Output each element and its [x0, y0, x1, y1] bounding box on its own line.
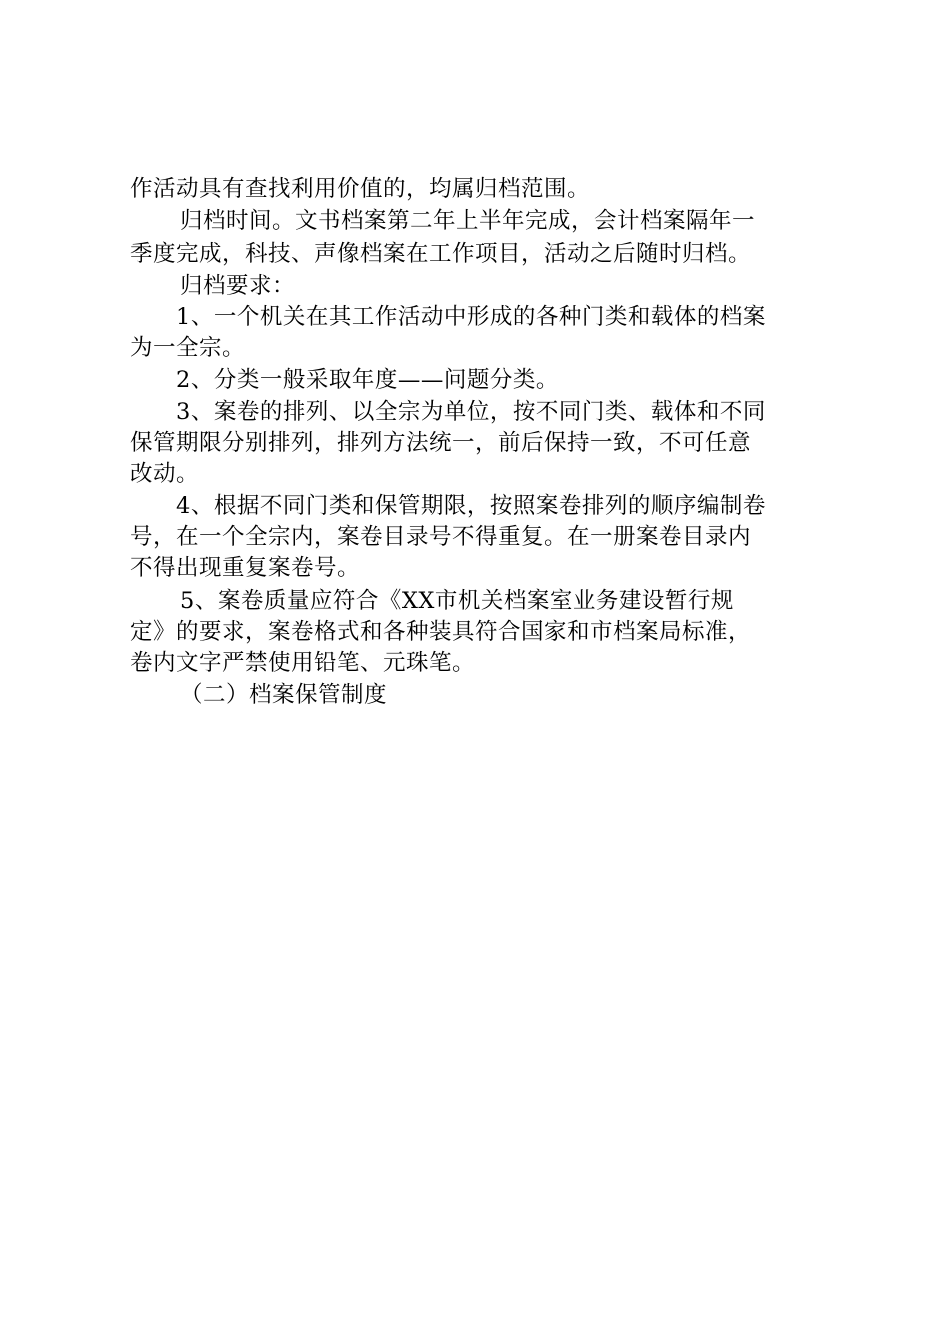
text-line: 归档要求：: [180, 273, 296, 299]
text-line: 5、案卷质量应符合《XX市机关档案室业务建设暂行规: [180, 588, 734, 614]
section-heading: （二）档案保管制度: [180, 682, 388, 708]
text-line: 号，在一个全宗内，案卷目录号不得重复。在一册案卷目录内: [130, 524, 752, 550]
text-line: 定》的要求，案卷格式和各种装具符合国家和市档案局标准，: [130, 619, 752, 645]
text-line: 3、案卷的排列、以全宗为单位，按不同门类、载体和不同: [176, 399, 766, 425]
text-line: 为一全宗。: [130, 335, 246, 361]
text-line: 不得出现重复案卷号。: [130, 555, 361, 581]
text-line: 改动。: [130, 461, 200, 487]
text-line: 作活动具有查找利用价值的，均属归档范围。: [130, 176, 591, 202]
text-line: 季度完成，科技、声像档案在工作项目，活动之后随时归档。: [130, 241, 752, 267]
text-line: 保管期限分别排列，排列方法统一，前后保持一致，不可任意: [130, 430, 752, 456]
text-line: 归档时间。文书档案第二年上半年完成，会计档案隔年一: [180, 208, 756, 234]
text-line: 2、分类一般采取年度——问题分类。: [176, 367, 559, 393]
text-line: 卷内文字严禁使用铅笔、元珠笔。: [130, 650, 476, 676]
text-line: 4、根据不同门类和保管期限，按照案卷排列的顺序编制卷: [176, 493, 766, 519]
text-line: 1、一个机关在其工作活动中形成的各种门类和载体的档案: [176, 304, 766, 330]
